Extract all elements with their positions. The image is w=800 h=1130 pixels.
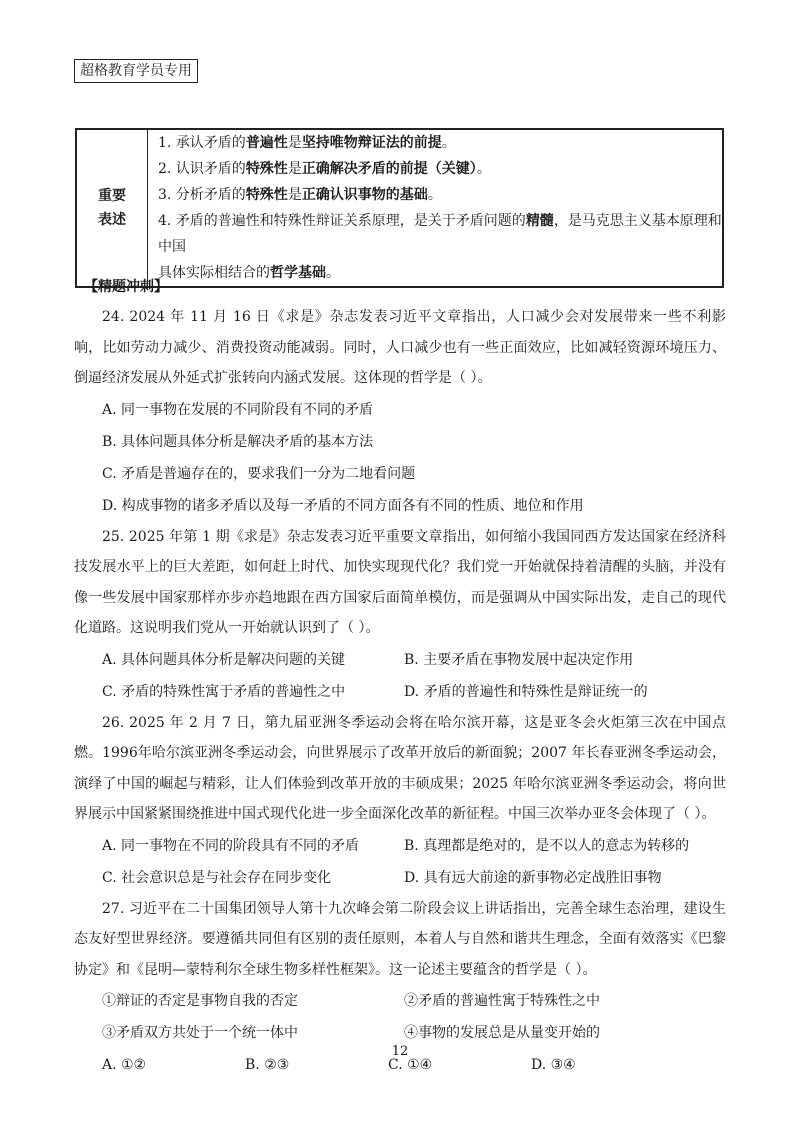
- key-point-text: 是: [287, 187, 302, 203]
- key-points-table: [75, 128, 724, 288]
- key-point-text: 。: [476, 161, 491, 177]
- key-point-text: 是: [287, 135, 302, 151]
- question-stem-line: 26. 2025 年 2 月 7 日，第九届亚洲冬季运动会将在哈尔滨开幕，这是亚冬会火炬第三次在中国点燃。1996: [74, 714, 726, 761]
- key-point-line: [158, 182, 722, 208]
- question-block: [74, 708, 726, 894]
- question-stem-line: 中国家那样亦步亦趋地跟在西方国家后面简单模仿，而是强调从中国实际出发，走自己的现代化道路。这说明: [74, 589, 726, 636]
- answer-option: C. 社会意识总是与社会存在同步变化: [102, 869, 332, 886]
- key-points-label: [76, 129, 148, 287]
- question-section: [74, 274, 726, 1081]
- question-stem-line: 27. 习近平在二十国集团领导人第十九次峰会第二阶段会议上讲话指出，完善全球生态治理，建设生态友好: [74, 900, 726, 947]
- key-point-emphasis: 特殊性: [245, 187, 288, 203]
- answer-option: ①辩证的否定是事物自我的否定: [102, 993, 298, 1009]
- question-stem-line: 25. 2025 年第 1 期《求是》杂志发表习近平重要文章指出，如何缩小我国同西方发达国家在经济科技发展: [74, 528, 726, 575]
- header-label: 超格教育学员专用: [74, 59, 198, 83]
- answer-choice: A. ①②: [102, 1057, 147, 1073]
- question-stem: [74, 522, 726, 644]
- key-point-emphasis: 哲学基础: [270, 265, 326, 281]
- answer-option: A. 具体问题具体分析是解决问题的关键: [102, 651, 346, 668]
- answer-option: D. 具有远大前途的新事物必定战胜旧事物: [404, 869, 662, 886]
- answer-option: A. 同一事物在发展的不同阶段有不同的矛盾: [102, 401, 374, 418]
- option-row: [74, 862, 726, 894]
- question-stem-line: 明—蒙特利尔全球生物多样性框架》。这一论述主要蕴含的哲学是（ ）。: [158, 961, 597, 978]
- section-title: 【精题冲刺】: [84, 279, 168, 295]
- question-stem-line: 动力减少、消费投资动能减弱。同时，人口减少也有一些正面效应，比如减轻资源环境压力、倒逼经济发展从: [74, 339, 726, 386]
- answer-option: B. 具体问题具体分析是解决矛盾的基本方法: [102, 433, 374, 450]
- key-point-emphasis: 正确解决矛盾的前提（关键）: [301, 161, 477, 177]
- question-stem-line: 型世界经济。要遵循共同但有区别的责任原则，本着人与自然和谐共生理念，全面有效落实《巴黎协定》和《昆: [74, 931, 727, 978]
- question-block: [74, 302, 726, 522]
- question-stem-line: 24. 2024 年 11 月 16 日《求是》杂志发表习近平文章指出，人口减少会对发展带来一些不利影响，比如劳: [74, 309, 726, 356]
- answer-choice: B. ②③: [245, 1057, 290, 1073]
- key-point-text: 。: [441, 135, 456, 151]
- option-row: [74, 644, 726, 676]
- question-stem-line: 水平上的巨大差距，如何赶上时代、加快实现现代化？我们党一开始就保持着清醒的头脑，并没有像一些发展: [74, 559, 727, 606]
- option-row: [74, 830, 726, 862]
- question-stem-line: 年哈尔滨亚洲冬季运动会，向世界展示了改革开放后的新面貌；2007 年长春亚洲冬季运动会，演绎了中国的崛: [74, 745, 726, 792]
- answer-option: D. 矛盾的普遍性和特殊性是辩证统一的: [404, 683, 648, 700]
- key-point-text: 4. 矛盾的普遍性和特殊性辩证关系原理，是关于矛盾问题的: [158, 213, 526, 229]
- answer-option: ④事物的发展总是从量变开始的: [404, 1025, 600, 1041]
- answer-option: C. 矛盾是普遍存在的，要求我们一分为二地看问题: [102, 465, 416, 482]
- answer-choice: D. ③④: [531, 1057, 576, 1073]
- answer-option: B. 真理都是绝对的，是不以人的意志为转移的: [404, 837, 690, 854]
- answer-option: B. 主要矛盾在事物发展中起决定作用: [404, 651, 634, 668]
- key-point-text: 是: [287, 161, 302, 177]
- key-point-text: 。: [427, 187, 442, 203]
- page-number: 12: [391, 1044, 409, 1059]
- key-point-text: 3. 分析矛盾的: [158, 187, 246, 203]
- option-row: [74, 676, 726, 708]
- key-point-line: [158, 130, 722, 156]
- key-point-text: 具体实际相结合的: [158, 265, 270, 281]
- key-point-text: 。: [326, 265, 340, 281]
- question-stem-line: 进中国式现代化进一步全面深化改革的新征程。中国三次举办亚冬会体现了（ ）。: [214, 806, 716, 822]
- key-point-line: [158, 156, 722, 182]
- answer-option: A. 同一事物在不同的阶段具有不同的矛盾: [102, 837, 360, 854]
- answer-choice: C. ①④: [388, 1057, 433, 1073]
- key-point-emphasis: 精髓: [525, 213, 554, 229]
- question-block: [74, 522, 726, 708]
- answer-option: ②矛盾的普遍性寓于特殊性之中: [404, 993, 600, 1009]
- key-point-emphasis: 正确认识事物的基础: [301, 187, 428, 203]
- answer-option: C. 矛盾的特殊性寓于矛盾的普遍性之中: [102, 683, 346, 700]
- question-stem-line: 起与精彩，让人们体验到改革开放的丰硕成果；2025 年哈尔滨亚洲冬季运动会，将向世界展示中国紧紧围绕推: [74, 775, 727, 822]
- key-point-text: ，是马克思主义基本原理和中国: [158, 213, 722, 255]
- key-point-line: [158, 208, 722, 260]
- question-stem: [74, 894, 726, 986]
- key-point-text: 1. 承认矛盾的: [158, 135, 246, 151]
- key-label-line: 表述: [98, 212, 126, 228]
- key-point-emphasis: 坚持唯物辩证法的前提: [301, 135, 442, 151]
- question-stem: [74, 302, 726, 394]
- option-row: [74, 985, 726, 1017]
- question-stem-line: 外延式扩张转向内涵式发展。这体现的哲学是（ ）。: [172, 370, 492, 386]
- answer-option: ③矛盾双方共处于一个统一体中: [102, 1025, 298, 1041]
- key-point-text: 2. 认识矛盾的: [158, 161, 246, 177]
- key-point-emphasis: 普遍性: [245, 135, 288, 151]
- question-stem: [74, 708, 726, 830]
- answer-option: D. 构成事物的诸多矛盾以及每一矛盾的不同方面各有不同的性质、地位和作用: [102, 497, 584, 514]
- key-points-content: [148, 129, 724, 287]
- question-stem-line: 我们党从一开始就认识到了（ ）。: [172, 620, 380, 636]
- key-label-line: 重要: [98, 188, 126, 204]
- key-point-emphasis: 特殊性: [245, 161, 288, 177]
